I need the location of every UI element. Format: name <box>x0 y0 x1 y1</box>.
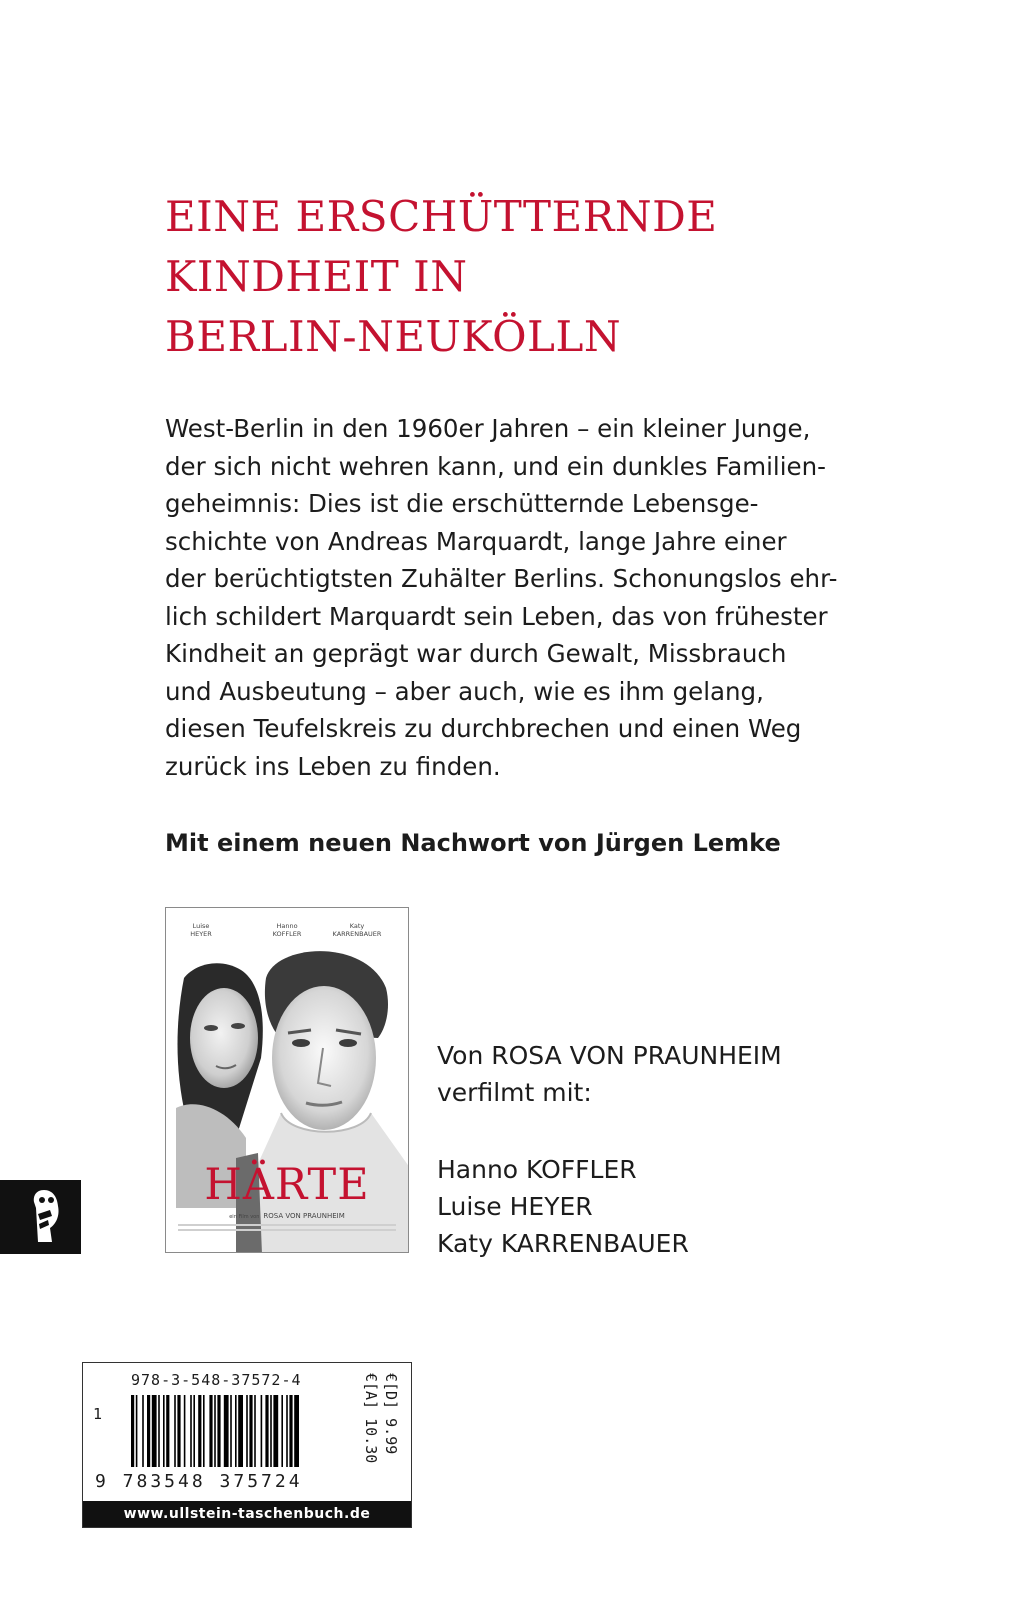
blurb-line: der sich nicht wehren kann, und ein dunkles Familien- <box>165 451 826 481</box>
poster-cast-last: KOFFLER <box>272 930 302 938</box>
blurb-line: der berüchtigtsten Zuhälter Berlins. Schonungslos ehr- <box>165 564 838 593</box>
ean-digits: 9 783548 375724 <box>95 1471 303 1492</box>
blurb-line: schichte von Andreas Marquardt, lange Jahre einer <box>165 526 787 556</box>
film-info <box>437 1037 782 1262</box>
price-at: €[A] 10.30 <box>362 1373 380 1464</box>
poster-cast-member <box>166 922 236 938</box>
barcode-bar <box>217 1395 220 1467</box>
blurb-line: geheimnis: Dies ist die erschütternde Lebensge- <box>165 489 759 518</box>
barcode-bar <box>174 1395 176 1467</box>
headline-line: EINE ERSCHÜTTERNDE <box>165 192 718 241</box>
film-info-line: verfilmt mit: <box>437 1078 592 1107</box>
poster-director: ROSA VON PRAUNHEIM <box>263 1212 345 1220</box>
barcode-bar <box>270 1395 272 1467</box>
film-poster <box>165 907 409 1253</box>
barcode-panel <box>82 1362 412 1528</box>
blurb-text <box>165 410 895 785</box>
barcode-bar <box>265 1395 268 1467</box>
ullstein-owl-logo-icon <box>0 1180 81 1254</box>
barcode-bar <box>131 1395 134 1467</box>
barcode-bar <box>198 1395 201 1467</box>
barcode-bars <box>131 1395 351 1467</box>
barcode-bar <box>224 1395 229 1467</box>
barcode-bar <box>158 1395 160 1467</box>
barcode-bar <box>193 1395 195 1467</box>
barcode-bar <box>163 1395 165 1467</box>
barcode-bar <box>246 1395 248 1467</box>
barcode-bar <box>136 1395 138 1467</box>
price-de: €[D] 9.99 <box>382 1373 400 1455</box>
poster-cast-first: Hanno <box>276 922 298 930</box>
blurb-line: West-Berlin in den 1960er Jahren – ein kleiner Junge, <box>165 414 811 443</box>
barcode-bar <box>166 1395 169 1467</box>
barcode-bar <box>209 1395 212 1467</box>
blurb-line: und Ausbeutung – aber auch, wie es ihm gelang, <box>165 676 764 706</box>
barcode-bar <box>254 1395 256 1467</box>
barcode-bar <box>190 1395 192 1467</box>
barcode-bar <box>261 1395 263 1467</box>
barcode-bar <box>281 1395 283 1467</box>
price-column <box>362 1373 401 1503</box>
barcode-bar <box>177 1395 180 1467</box>
publisher-website: www.ullstein-taschenbuch.de <box>83 1501 411 1527</box>
headline-line: KINDHEIT IN <box>165 252 468 301</box>
poster-cast-member <box>252 922 322 938</box>
credit-line-decoration <box>178 1224 396 1226</box>
barcode-bar <box>142 1395 144 1467</box>
poster-cast-last: HEYER <box>190 930 212 938</box>
barcode-bar <box>286 1395 288 1467</box>
barcode-bar <box>184 1395 186 1467</box>
spacer <box>437 1111 782 1151</box>
poster-cast <box>166 922 408 946</box>
barcode-bar <box>235 1395 237 1467</box>
poster-cast-last: KARRENBAUER <box>332 930 382 938</box>
barcode-bar <box>203 1395 205 1467</box>
credit-line-decoration <box>178 1229 396 1231</box>
film-cast-member: Hanno KOFFLER <box>437 1155 637 1184</box>
poster-director-line <box>166 1212 408 1220</box>
film-cast-member: Katy KARRENBAUER <box>437 1229 689 1258</box>
isbn-number: 978-3-548-37572-4 <box>131 1371 302 1389</box>
barcode-bar <box>294 1395 299 1467</box>
barcode-left-digit: 1 <box>93 1405 103 1423</box>
barcode-bar <box>214 1395 216 1467</box>
barcode-bar <box>289 1395 292 1467</box>
headline <box>165 187 965 367</box>
blurb-line: zurück ins Leben zu finden. <box>165 751 501 781</box>
barcode-bar <box>152 1395 157 1467</box>
barcode-bar <box>249 1395 252 1467</box>
film-info-line: Von ROSA VON PRAUNHEIM <box>437 1041 782 1070</box>
poster-subtitle-small: ein Film von <box>229 1214 260 1220</box>
blurb-line: diesen Teufelskreis zu durchbrechen und einen Weg <box>165 714 802 743</box>
afterword-note: Mit einem neuen Nachwort von Jürgen Lemke <box>165 829 781 857</box>
poster-credit-block <box>178 1224 396 1236</box>
barcode-bar <box>273 1395 278 1467</box>
barcode-bar <box>147 1395 150 1467</box>
barcode-bar <box>230 1395 232 1467</box>
film-cast-member: Luise HEYER <box>437 1192 593 1221</box>
poster-cast-first: Katy <box>349 922 365 930</box>
blurb-line: lich schildert Marquardt sein Leben, das von frühester <box>165 601 828 631</box>
poster-title: HÄRTE <box>204 1160 370 1210</box>
poster-cast-member <box>322 922 392 938</box>
barcode-bar <box>238 1395 243 1467</box>
headline-line: BERLIN-NEUKÖLLN <box>165 312 622 361</box>
poster-cast-first: Luise <box>192 922 210 930</box>
blurb-line: Kindheit an geprägt war durch Gewalt, Missbrauch <box>165 639 787 668</box>
